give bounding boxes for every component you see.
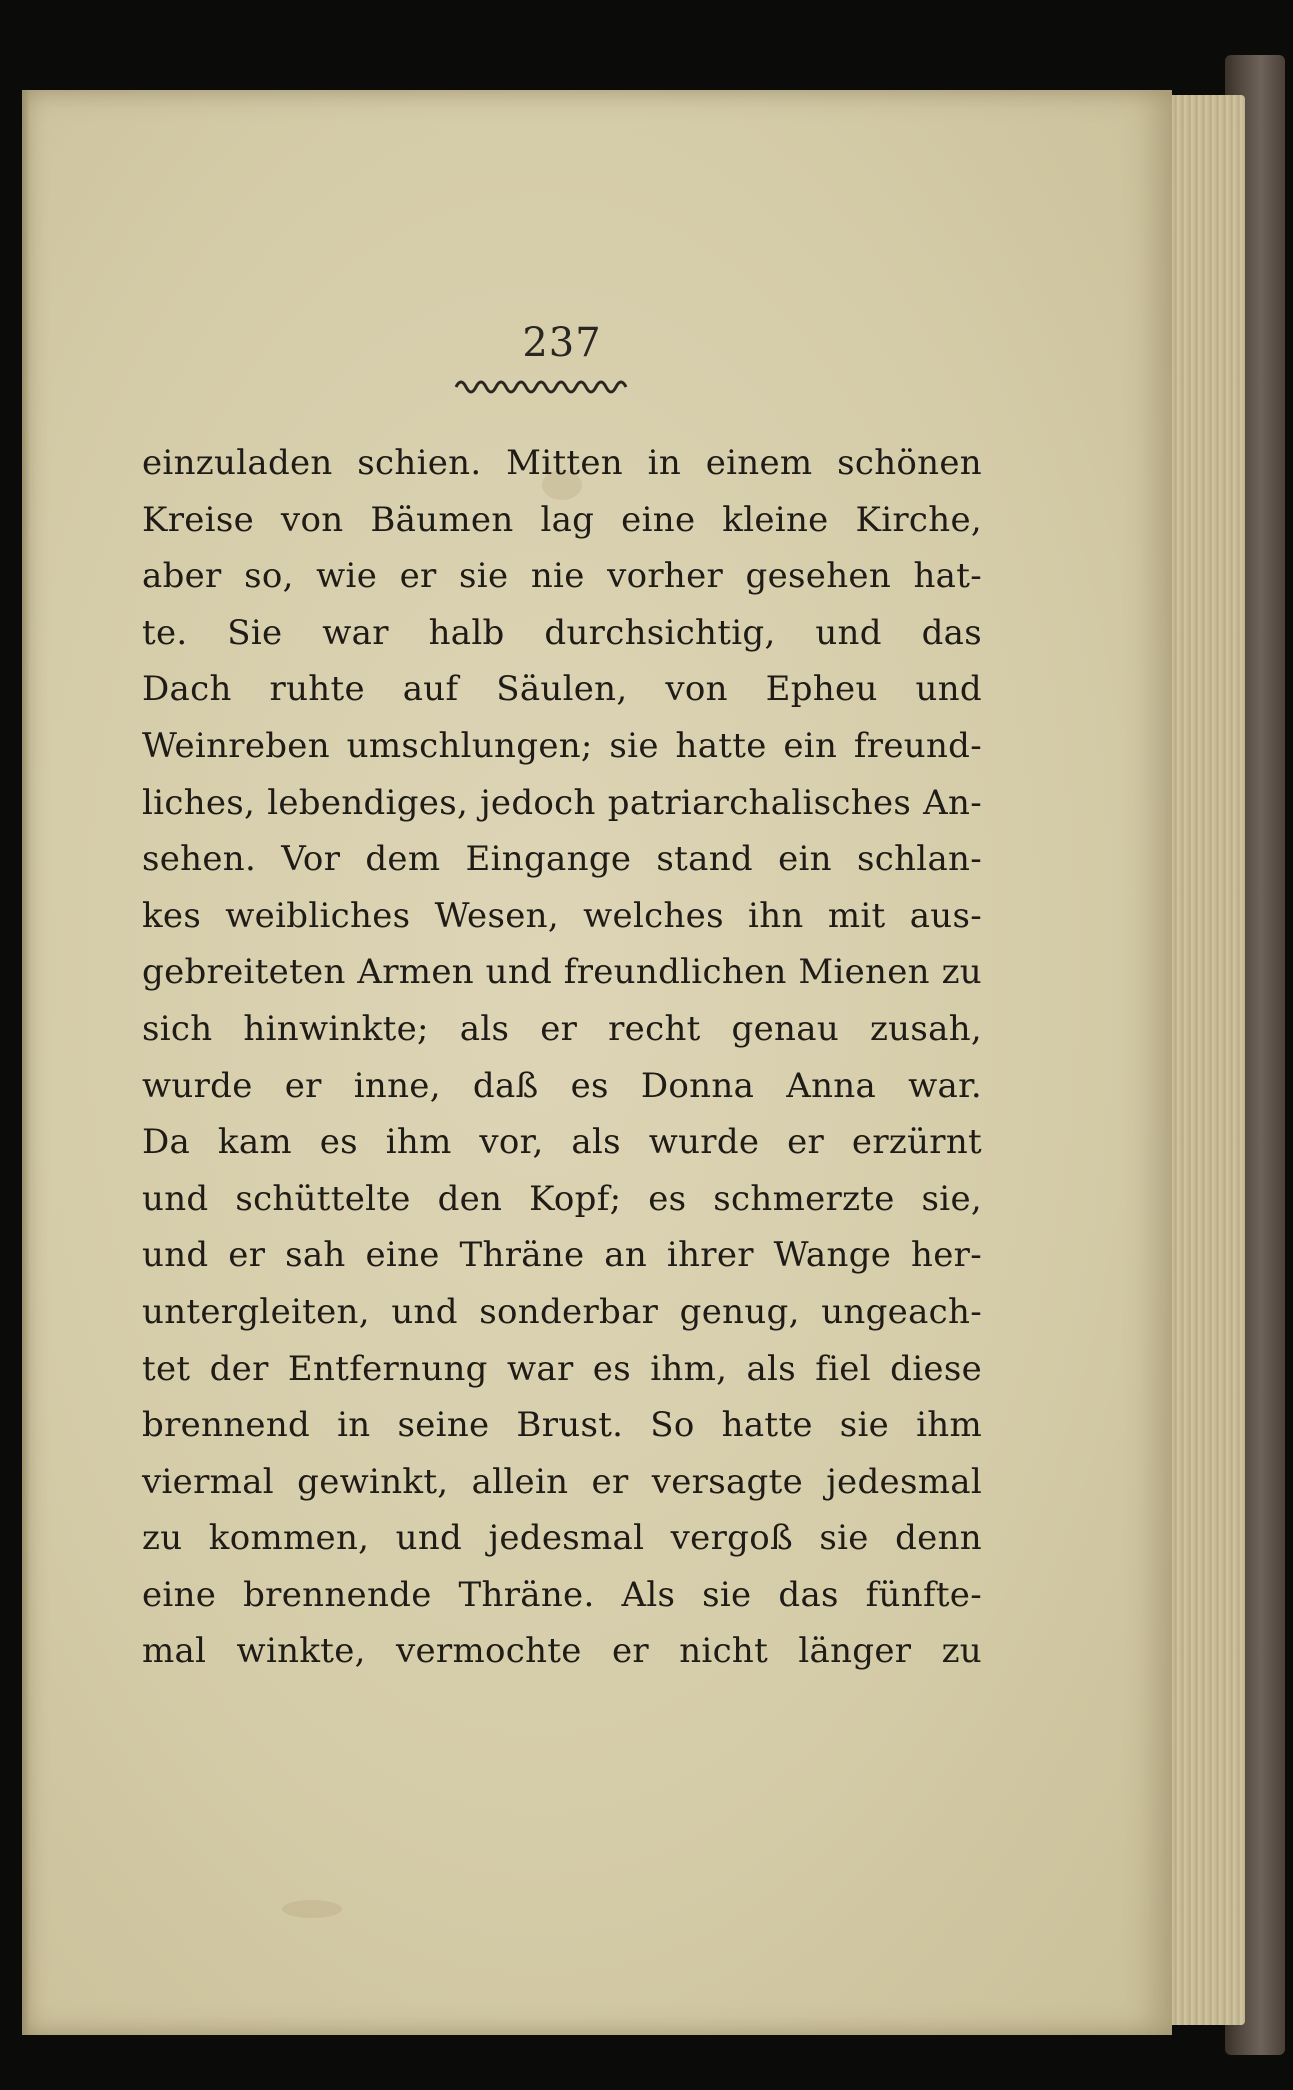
text-line: eine brennende Thräne. Als sie das fünfte-: [142, 1574, 982, 1615]
text-line: gebreiteten Armen und freundlichen Mienen zu: [142, 952, 982, 993]
text-line: und er sah eine Thräne an ihrer Wange her-: [142, 1235, 982, 1276]
text-line: sehen. Vor dem Eingange stand ein schlan-: [142, 839, 982, 880]
text-line: kes weibliches Wesen, welches ihn mit aus-: [142, 895, 982, 936]
book-page: [22, 90, 1172, 2035]
text-line: viermal gewinkt, allein er versagte jedesmal: [142, 1461, 982, 1502]
text-line: mal winkte, vermochte er nicht länger zu: [142, 1631, 982, 1672]
text-line: sich hinwinkte; als er recht genau zusah,: [142, 1008, 982, 1049]
text-line: liches, lebendiges, jedoch patriarchalisches An-: [142, 782, 982, 823]
text-line: zu kommen, und jedesmal vergoß sie denn: [142, 1518, 982, 1559]
gutter-shadow: [22, 90, 30, 2035]
text-line: tet der Entfernung war es ihm, als fiel diese: [142, 1348, 982, 1389]
text-line: aber so, wie er sie nie vorher gesehen hat-: [142, 556, 982, 597]
page-number: 237: [522, 320, 602, 366]
text-line: Kreise von Bäumen lag eine kleine Kirche,: [142, 499, 982, 540]
paper-stain: [282, 1900, 342, 1918]
text-line: te. Sie war halb durchsichtig, und das: [142, 612, 982, 653]
text-line: Dach ruhte auf Säulen, von Epheu und: [142, 669, 982, 710]
body-text: [142, 435, 982, 1680]
text-line: Weinreben umschlungen; sie hatte ein freund-: [142, 725, 982, 766]
text-line: Da kam es ihm vor, als wurde er erzürnt: [142, 1122, 982, 1163]
text-line: untergleiten, und sonderbar genug, ungeach-: [142, 1291, 982, 1332]
wavy-ornament: [454, 375, 629, 397]
text-line: wurde er inne, daß es Donna Anna war.: [142, 1065, 982, 1106]
text-line: einzuladen schien. Mitten in einem schönen: [142, 443, 982, 483]
text-line: brennend in seine Brust. So hatte sie ihm: [142, 1405, 982, 1446]
text-line: und schüttelte den Kopf; es schmerzte sie,: [142, 1178, 982, 1219]
